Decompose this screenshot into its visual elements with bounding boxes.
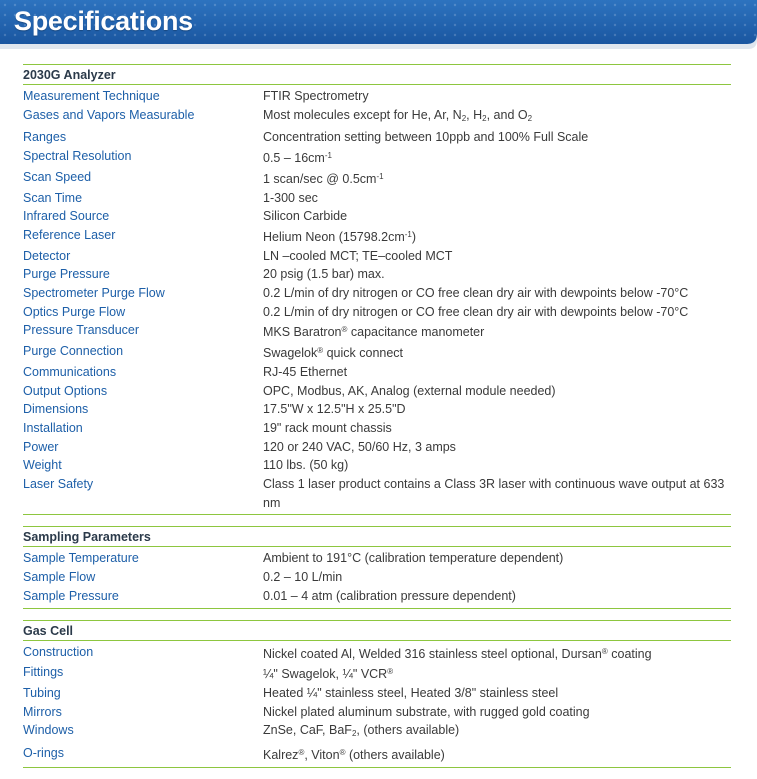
spec-label: Detector [23,248,71,263]
spec-value: RJ-45 Ethernet [263,364,348,379]
spec-row [23,284,731,303]
spec-row [23,168,731,189]
spec-label: Sample Temperature [23,551,139,566]
spec-row [23,265,731,284]
section-divider [23,608,731,609]
spec-value: Most molecules except for He, Ar, $N_2$, $H_2$, and $O_2$ [263,107,533,123]
spec-row [23,703,731,722]
spec-row [23,363,731,382]
spec-label: Mirrors [23,704,62,719]
section-divider [23,767,731,768]
spec-row [23,342,731,363]
spec-value: Heated ¼" stainless steel, Heated 3/8" stainless steel [263,685,559,700]
spec-row [23,128,731,147]
spec-row [23,721,731,744]
spec-label: Optics Purge Flow [23,304,126,319]
spec-label: Dimensions [23,402,89,417]
spec-value: 0.2 – 10 L/min [263,570,343,585]
spec-label: Windows [23,723,74,738]
section-title: Gas Cell [23,620,731,641]
spec-row [23,226,731,247]
spec-label: Laser Safety [23,477,94,492]
spec-row [23,643,731,664]
spec-row [23,684,731,703]
spec-row [23,87,731,106]
spec-label: Scan Time [23,190,83,205]
spec-value: $0.5 - 16cm^{-1}$ [263,151,332,166]
spec-row [23,744,731,765]
spec-row [23,207,731,226]
spec-label: O-rings [23,746,64,761]
spec-value: Swagelok® quick connect [263,346,404,361]
spec-value: Kalrez®, Viton® (others available) [263,748,445,763]
spec-label: Installation [23,420,83,435]
spec-value: Nickel plated aluminum substrate, with rugged gold coating [263,704,590,719]
spec-label: Purge Pressure [23,267,110,282]
spec-label: Construction [23,644,94,659]
spec-row [23,189,731,208]
spec-row [23,400,731,419]
spec-value: 120 or 240 VAC, 50/60 Hz, 3 amps [263,439,456,454]
spec-label: Fittings [23,665,64,680]
spec-value: 20 psig (1.5 bar) max. [263,267,385,282]
spec-label: Scan Speed [23,169,92,184]
spec-row [23,247,731,266]
spec-label: Purge Connection [23,344,124,359]
spec-row [23,568,731,587]
spec-section [23,526,731,608]
spec-label: Reference Laser [23,227,116,242]
spec-label: Ranges [23,130,67,145]
spec-value: 0.2 L/min of dry nitrogen or CO free clean dry air with dewpoints below -70°C [263,304,689,319]
spec-value: 1 scan/sec @ $0.5cm^{-1}$ [263,171,384,186]
spec-section [23,620,731,768]
spec-label: Output Options [23,383,108,398]
spec-value: Silicon Carbide [263,209,348,224]
spec-value: Helium Neon $(15798.2cm^{-1})$ [263,229,417,244]
spec-value: Concentration setting between 10ppb and 100% Full Scale [263,130,589,145]
spec-row [23,475,731,512]
spec-label: Sample Flow [23,570,96,585]
spec-label: Sample Pressure [23,588,119,603]
spec-row [23,321,731,342]
spec-value: Class 1 laser product contains a Class 3R laser with continuous wave output at 633 nm [263,477,725,510]
spec-row [23,147,731,168]
spec-label: Tubing [23,685,61,700]
spec-label: Measurement Technique [23,89,160,103]
spec-row [23,303,731,322]
spec-value: LN –cooled MCT; TE–cooled MCT [263,248,453,263]
spec-value: Nickel coated Al, Welded 316 stainless steel optional, Dursan® coating [263,646,652,661]
spec-row [23,549,731,568]
spec-value: 0.01 – 4 atm (calibration pressure dependent) [263,588,516,603]
spec-row [23,419,731,438]
spec-label: Infrared Source [23,209,110,224]
spec-value: 17.5"W x 12.5"H x 25.5"D [263,402,406,417]
spec-section [23,64,731,515]
section-divider [23,514,731,515]
section-title: 2030G Analyzer [23,64,731,85]
spec-label: Weight [23,458,62,473]
spec-row [23,382,731,401]
spec-value: 19" rack mount chassis [263,420,392,435]
spec-row [23,587,731,606]
spec-row [23,106,731,129]
spec-value: Ambient to 191°C (calibration temperature dependent) [263,551,564,566]
page-title: Specifications [14,6,193,36]
spec-value: FTIR Spectrometry [263,89,369,103]
spec-label: Communications [23,364,117,379]
spec-label: Gases and Vapors Measurable [23,107,195,122]
spec-value: ¼" Swagelok, ¼" VCR® [263,667,394,682]
spec-row [23,456,731,475]
spec-value: ZnSe, CaF, BaF$_2$, (others available) [263,723,460,739]
spec-label: Pressure Transducer [23,323,140,338]
spec-value: 110 lbs. (50 kg) [263,458,349,473]
spec-label: Spectrometer Purge Flow [23,286,165,301]
spec-value: MKS Baratron® capacitance manometer [263,325,485,340]
header-banner [0,0,757,49]
spec-row [23,438,731,457]
spec-table [23,64,731,779]
spec-label: Power [23,439,59,454]
spec-value: 0.2 L/min of dry nitrogen or CO free clean dry air with dewpoints below -70°C [263,286,689,301]
spec-value: OPC, Modbus, AK, Analog (external module needed) [263,383,556,398]
spec-row [23,663,731,684]
spec-value: 1-300 sec [263,190,318,205]
section-title: Sampling Parameters [23,526,731,547]
spec-label: Spectral Resolution [23,149,132,164]
